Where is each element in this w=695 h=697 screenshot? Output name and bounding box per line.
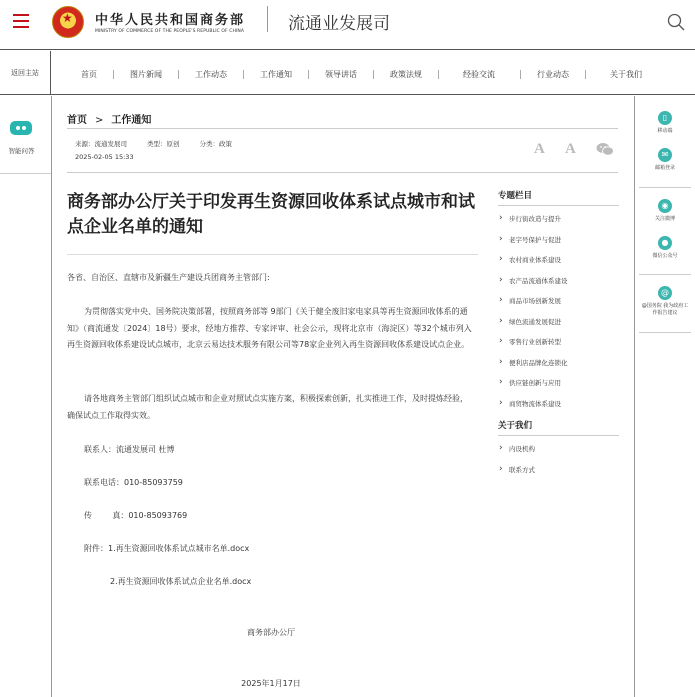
site-header [0, 0, 695, 50]
weibo-icon: ◉ [658, 199, 672, 213]
nav-item-work-notice[interactable]: 工作通知 [260, 70, 292, 79]
mobile-link[interactable] [635, 111, 695, 135]
topic-item[interactable]: › 绿色流通发展促进 [498, 315, 619, 336]
smart-qa-button[interactable] [0, 96, 51, 174]
back-home-link[interactable]: 返回主站 [0, 51, 51, 95]
right-sidebar [634, 96, 695, 697]
nav-separator [178, 70, 179, 79]
right-sidebar-divider [639, 274, 691, 275]
nav-separator [113, 70, 114, 79]
meta-type: 类型：原创 [147, 140, 180, 148]
nav-item-home[interactable]: 首页 [81, 70, 97, 79]
article-paragraph: 请各地商务主管部门组织试点城市和企业对照试点实施方案，积极探索创新，扎实推进工作，及时提炼经验，确保试点工作取得实效。 [67, 394, 468, 420]
about-title: 关于我们 [498, 420, 619, 436]
article-salutation: 各省、自治区、直辖市及新疆生产建设兵团商务主管部门: [67, 273, 270, 282]
right-sidebar-divider [639, 332, 691, 333]
nav-separator [373, 70, 374, 79]
font-size-small-button[interactable]: A [565, 141, 576, 157]
nav-item-leader-speech[interactable]: 领导讲话 [325, 70, 357, 79]
smart-qa-label: 智能问答 [8, 147, 35, 155]
topic-item[interactable]: › 供应链创新与应用 [498, 376, 619, 397]
article-paragraph: 为贯彻落实党中央、国务院决策部署，按照商务部等 9部门《关于健全废旧家电家具等再生资源回收体系的通知》（商流通发〔2024〕18号）要求，经地方推荐、专家评审、社会公示，现将北京市（海淀区）等32个城市列入再生资源回收体系建设试点城市，北京云易达技术服务有限公司等78家企业列入再生资源回收体系建设试点企业。 [67, 307, 472, 349]
nav-item-photo-news[interactable]: 图片新闻 [130, 70, 162, 79]
topic-item[interactable]: › 老字号保护与促进 [498, 233, 619, 254]
feedback-link[interactable] [635, 286, 695, 317]
mail-login-label: 邮箱登录 [654, 165, 675, 171]
nav-item-experience[interactable]: 经验交流 [463, 70, 495, 79]
attachment-link[interactable]: 附件：1.再生资源回收体系试点城市名单.docx [84, 544, 250, 553]
weibo-link[interactable] [635, 199, 695, 223]
divider [67, 128, 618, 129]
robot-icon [10, 121, 32, 135]
nav-separator [520, 70, 521, 79]
mobile-label: 移动端 [657, 128, 673, 134]
about-item[interactable]: › 联系方式 [498, 463, 619, 484]
breadcrumb-separator: > [95, 115, 104, 126]
about-item[interactable]: › 内设机构 [498, 442, 619, 463]
menu-icon[interactable] [13, 14, 29, 28]
contact-fax: 传 真：010-85093769 [84, 511, 188, 520]
left-sidebar [0, 96, 52, 697]
wechat-label: 微信公众号 [652, 253, 678, 259]
font-size-large-button[interactable]: A [534, 141, 545, 157]
topic-item[interactable]: › 农村商业体系建设 [498, 253, 619, 274]
right-sidebar-divider [639, 187, 691, 188]
ministry-name-en: MINISTRY OF COMMERCE OF THE PEOPLE'S REPUBLIC OF CHINA [95, 29, 245, 34]
wechat-icon: ● [658, 236, 672, 250]
nav-item-about[interactable]: 关于我们 [610, 70, 642, 79]
nav-item-policy[interactable]: 政策法规 [390, 70, 422, 79]
search-icon[interactable] [667, 13, 685, 31]
national-emblem-icon [52, 6, 84, 38]
divider [67, 254, 478, 255]
topic-item[interactable]: › 商贸物流体系建设 [498, 397, 619, 418]
meta-source: 来源：流通发展司 [75, 140, 127, 148]
nav-separator [585, 70, 586, 79]
header-divider [267, 6, 268, 32]
wechat-share-icon[interactable] [596, 142, 614, 156]
topic-item[interactable]: › 商品市场创新发展 [498, 294, 619, 315]
site-title[interactable]: 流通业发展司 [288, 14, 390, 34]
mail-login-link[interactable] [635, 148, 695, 172]
meta-category: 分类：政策 [199, 140, 232, 148]
breadcrumb-current[interactable]: 工作通知 [111, 115, 152, 126]
about-list [498, 442, 619, 483]
side-column [498, 190, 619, 483]
ministry-name-cn: 中华人民共和国商务部 [95, 13, 246, 28]
weibo-label: 关注微博 [654, 216, 675, 222]
sign-date: 2025年1月17日 [241, 679, 301, 688]
topic-item[interactable]: › 步行街改造与提升 [498, 212, 619, 233]
topic-item[interactable]: › 便利店品牌化连锁化 [498, 356, 619, 377]
at-icon: @ [658, 286, 672, 300]
nav-separator [308, 70, 309, 79]
contact-person: 联系人：流通发展司 杜博 [84, 445, 175, 454]
topic-item[interactable]: › 农产品流通体系建设 [498, 274, 619, 295]
nav-separator [243, 70, 244, 79]
feedback-label: @国务院 我为政府工作报告建议 [641, 303, 689, 316]
topic-item[interactable]: › 零售行业创新转型 [498, 335, 619, 356]
nav-item-industry[interactable]: 行业动态 [537, 70, 569, 79]
divider [67, 172, 618, 173]
meta-date: 2025-02-05 15:33 [75, 153, 134, 161]
attachment-link[interactable]: 2.再生资源回收体系试点企业名单.docx [110, 577, 252, 586]
topics-list [498, 212, 619, 417]
nav-separator [438, 70, 439, 79]
nav-item-work-news[interactable]: 工作动态 [195, 70, 227, 79]
signature: 商务部办公厅 [247, 628, 295, 637]
breadcrumb [67, 111, 151, 126]
breadcrumb-home[interactable]: 首页 [67, 115, 87, 126]
mail-icon: ✉ [658, 148, 672, 162]
main-nav [0, 51, 695, 95]
wechat-link[interactable] [635, 236, 695, 260]
mobile-icon: ▯ [658, 111, 672, 125]
article-title: 商务部办公厅关于印发再生资源回收体系试点城市和试点企业名单的通知 [67, 192, 475, 237]
topics-title: 专题栏目 [498, 190, 619, 206]
contact-phone: 联系电话：010-85093759 [84, 478, 183, 487]
article-meta [75, 139, 252, 148]
